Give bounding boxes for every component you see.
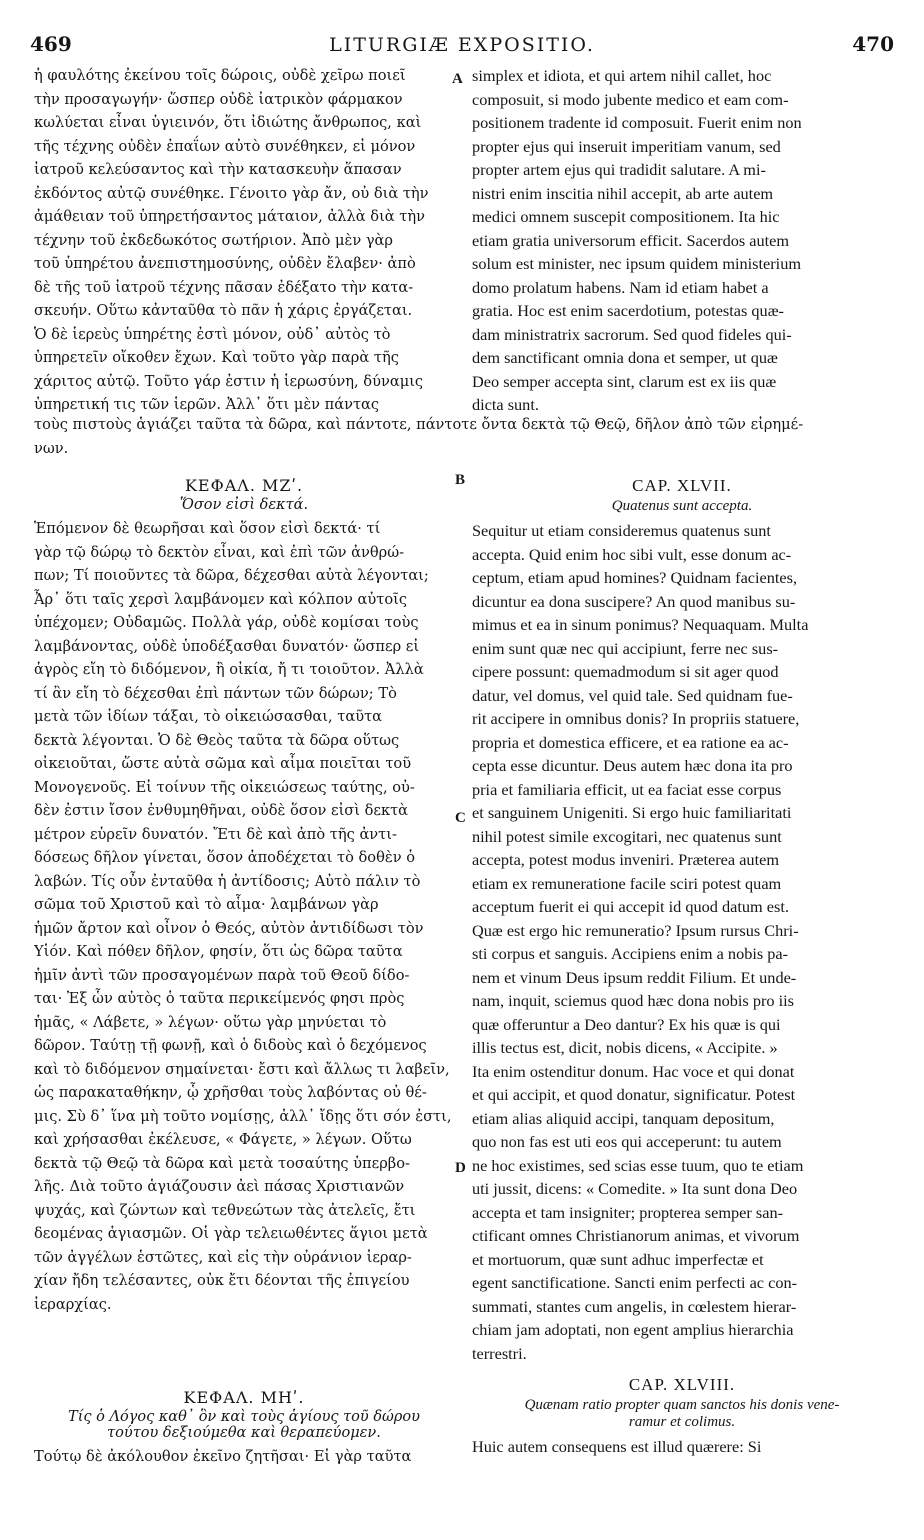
text-line: Quæ est ergo hic remuneratio? Ipsum rursus Chri- [472, 920, 799, 940]
text-line: cipere possunt: quemadmodum si sit ager quod [472, 662, 779, 681]
text-line: ctificant omnes Christianorum animas, et vivorum [472, 1226, 800, 1245]
greek-chapter-47-heading: ΚΕΦΑΛ. ΜΖʹ. [184, 476, 304, 495]
text-line: δεκτὰ τῷ Θεῷ τὰ δῶρα καὶ μετὰ τοσαύτης ὑπερβο- [34, 1154, 410, 1172]
text-line: τῶν ἀγγέλων ἑστῶτες, καὶ εἰς τὴν οὐράνιον ἱεραρ- [34, 1248, 412, 1266]
text-line: terrestri. [472, 1343, 527, 1363]
text-line: illis tectus est, dicit, nobis dicens, « Accipite. » [472, 1038, 778, 1057]
greek-chapter-47-body [34, 517, 454, 1316]
text-line: domo prolatum habens. Nam id etiam habet a [472, 277, 769, 297]
text-line: γὰρ τῷ δώρῳ τὸ δεκτὸν εἶναι, καὶ ἐπὶ τῶν ἀνθρώ- [34, 543, 405, 561]
text-line: ται· Ἐξ ὧν αὐτὸς ὁ ταῦτα περικείμενός φησι πρὸς [34, 990, 405, 1007]
text-line: positionem tradente id composuit. Fuerit enim non [472, 113, 802, 132]
text-line: ἀγρὸς εἴη τὸ διδόμενον, ἢ οἰκία, ἤ τι τοιοῦτον. Ἀλλὰ [34, 661, 424, 678]
text-line: sti corpus et sanguis. Accipiens enim a nobis pa- [472, 944, 789, 963]
text-line: τί ἂν εἴη τὸ δέχεσθαι ἐπὶ πάντων τῶν δώρων; Τὸ [34, 684, 397, 702]
text-line: τοῦ ὑπηρέτου ἀνεπιστημοσύνης, οὐδὲν ἔλαβεν· ἀπὸ [34, 255, 416, 272]
text-line: etiam ex remuneratione facile sciri potest quam [472, 873, 782, 893]
text-line: ἐκδόντος αὐτῷ συνέθηκε. Γένοιτο γὰρ ἄν, οὐ διὰ τὴν [34, 184, 429, 202]
text-line: accepta et tam insigniter; propterea semper san- [472, 1202, 784, 1222]
text-line: ἡμῖν ἀντὶ τῶν προσαγομένων παρὰ τοῦ Θεοῦ δίδο- [34, 966, 410, 984]
text-line: dicuntur ea dona suscipere? An quod manibus su- [472, 591, 796, 611]
text-line: etiam alias aliquid accipi, tanquam depositum, [472, 1108, 775, 1128]
text-line: οἰκειοῦται, ὥστε αὐτὰ σῶμα καὶ αἷμα ποιεῖται τοῦ [34, 755, 412, 772]
text-line: quo non fas est uti eos qui acceperunt: tu autem [472, 1132, 782, 1151]
latin-chapter-47-heading: CAP. XLVII. [632, 476, 732, 495]
text-line: composuit, si modo jubente medico et eam com- [472, 89, 789, 109]
text-line: δεκτὰ λέγονται. Ὁ δὲ Θεὸς ταῦτα τὰ δῶρα οὕτως [34, 731, 400, 749]
spanning-text [34, 413, 894, 460]
text-line: δῶρον. Ταύτῃ τῇ φωνῇ, καὶ ὁ διδοὺς καὶ ὁ δεχόμενος [34, 1037, 427, 1054]
text-line: uti jussit, dicens: « Comedite. » Ita sunt dona Deo [472, 1179, 798, 1198]
greek-chapter-48-body [34, 1445, 454, 1469]
page-number-right: 470 [852, 32, 894, 56]
text-line: Deo semper accepta sint, clarum est ex iis quæ [472, 371, 777, 391]
greek-chapter-48-heading: ΚΕΦΑΛ. ΜΗʹ. [183, 1388, 305, 1407]
text-line: Ita enim ostenditur donum. Hac voce et qui donat [472, 1061, 795, 1081]
latin-column-top [472, 64, 892, 417]
latin-chapter-47-subtitle: Quatenus sunt accepta. [611, 498, 753, 514]
greek-chapter-48-subtitle-1: Τίς ὁ Λόγος καθ᾽ ὃν καὶ τοὺς ἁγίους τοῦ δώρου [68, 1409, 420, 1425]
latin-chapter-48-heading: CAP. XLVIII. [628, 1375, 736, 1394]
text-line: datur, vel domus, vel quid tale. Sed quidnam fue- [472, 685, 793, 705]
text-line: medici omnem suscepit compositionem. Ita hic [472, 207, 780, 226]
text-line: nem et vinum Deus ipsum reddit Filium. Et unde- [472, 967, 797, 987]
text-line: λαβών. Τίς οὖν ἐνταῦθα ἡ ἀντίδοσις; Αὐτὸ πάλιν τὸ [34, 872, 421, 890]
margin-letter-a: A [452, 71, 463, 87]
text-line: ὑπέχομεν; Οὐδαμῶς. Πολλὰ γάρ, οὐδὲ κομίσαι τοὺς [34, 614, 419, 631]
text-line: ἱεραρχίας. [34, 1295, 112, 1313]
latin-chapter-47-body [472, 519, 892, 1365]
text-line: quæ offeruntur a Deo dantur? Ex his quæ is qui [472, 1014, 781, 1034]
text-line: σκευήν. Οὕτω κἀνταῦθα τὸ πᾶν ἡ χάρις ἐργάζεται. [34, 302, 413, 319]
text-line: χάριτος αὐτῷ. Τοῦτο γάρ ἐστιν ἡ ἱερωσύνη, δύναμις [34, 372, 424, 390]
text-line: λῆς. Διὰ τοῦτο ἁγιάζουσιν ἀεὶ πάσας Χριστιανῶν [34, 1178, 405, 1195]
latin-chapter-48-subtitle-2: ramur et colimus. [628, 1414, 736, 1430]
text-line: δὲν ἐστιν ἴσον ἐνθυμηθῆναι, οὐδὲ ὅσον εἰσὶ δεκτὰ [34, 802, 409, 819]
text-line: τὴν προσαγωγήν· ὥσπερ οὐδὲ ἰατρικὸν φάρμακον [34, 90, 403, 108]
text-line: ὑπηρετεῖν οἴκοθεν ἔχων. Καὶ τοῦτο γὰρ παρὰ τῆς [34, 349, 399, 366]
text-line: chiam jam adoptati, non egent amplius hierarchia [472, 1320, 794, 1339]
text-line: Ὁ δὲ ἱερεὺς ὑπηρέτης ἐστὶ μόνον, οὐδ᾽ αὐτὸς τὸ [34, 325, 391, 343]
text-line: καὶ χρήσασθαι ἐκέλευσε, « Φάγετε, » λέγων. Οὕτω [34, 1131, 412, 1148]
text-line: dicta sunt. [472, 395, 539, 414]
latin-chapter-48-subtitle-1: Quænam ratio propter quam sanctos his donis vene- [524, 1397, 840, 1413]
text-line: Τούτῳ δὲ ἀκόλουθον ἐκεῖνο ζητῆσαι· Εἰ γὰρ ταῦτα [34, 1448, 412, 1465]
margin-letter-c: C [455, 810, 466, 826]
text-line: μις. Σὺ δ᾽ ἵνα μὴ τοῦτο νομίσῃς, ἀλλ᾽ ἴδῃς ὅτι σόν ἐστι, [34, 1107, 452, 1125]
text-line: summati, stantes cum angelis, in cœlestem hierar- [472, 1296, 797, 1316]
text-line: σῶμα τοῦ Χριστοῦ καὶ τὸ αἷμα· λαμβάνων γὰρ [34, 896, 379, 913]
text-line: δεομένας ἁγιασμῶν. Οἱ γὰρ τελειωθέντες ἅγιοι μετὰ [34, 1225, 428, 1242]
text-line: ἡμῶν ἄρτον καὶ οἶνον ὁ Θεός, αὐτὸν ἀντιδίδωσι τὸν [34, 919, 424, 937]
text-line: ψυχάς, καὶ ζώντων καὶ τεθνεώτων τὰς ἀτελεῖς, ἔτι [34, 1201, 416, 1219]
text-line: nistri enim inscitia nihil accepit, ab arte autem [472, 183, 774, 203]
text-line: Sequitur ut etiam consideremus quatenus sunt [472, 521, 771, 540]
text-line: Μονογενοῦς. Εἰ τοίνυν τῆς οἰκειώσεως ταύτης, οὐ- [34, 778, 415, 796]
text-line: ne hoc existimes, sed scias esse tuum, quo te etiam [472, 1155, 804, 1175]
text-line: Ἆρ᾽ ὅτι ταῖς χερσὶ λαμβάνομεν καὶ κόλπον αὐτοῖς [34, 590, 408, 608]
text-line: δὲ τῆς τοῦ ἰατροῦ τέχνης πᾶσαν ἐδέξατο τὴν κατα- [34, 278, 414, 296]
text-line: propria et domestica efficere, et ea ratione ea ac- [472, 732, 789, 752]
latin-column-bottom [472, 466, 892, 1459]
margin-letter-d: D [455, 1160, 466, 1176]
page-number-left: 469 [30, 32, 72, 56]
text-line: mimus et ea in sinum ponimus? Nequaquam. Multa [472, 615, 809, 634]
greek-chapter-47-subtitle: Ὅσον εἰσὶ δεκτά. [179, 497, 309, 513]
text-line: nam, inquit, sciemus quod hæc dona nobis pro iis [472, 991, 794, 1010]
text-line: propter ejus qui inseruit imperitiam vanum, sed [472, 136, 781, 156]
text-line: dem sanctificant omnia dona et semper, ut quæ [472, 348, 778, 367]
text-line: et mortuorum, quæ sunt adhuc imperfectæ et [472, 1249, 764, 1269]
text-line: νων. [34, 439, 69, 457]
text-line: dam ministratrix sacrorum. Sed quod fideles qui- [472, 324, 792, 344]
text-line: Ἑπόμενον δὲ θεωρῆσαι καὶ ὅσον εἰσὶ δεκτά· τί [34, 520, 381, 537]
text-line: nihil potest simile excogitari, nec quatenus sunt [472, 826, 782, 846]
greek-column-bottom [34, 466, 454, 1469]
text-line: πων; Τί ποιοῦντες τὰ δῶρα, δέχεσθαι αὐτὰ λέγονται; [34, 567, 429, 584]
text-line: rit accipere in omnibus donis? In propriis statuere, [472, 709, 800, 728]
text-line: et qui accipit, et quod donatur, significatur. Potest [472, 1085, 796, 1104]
text-line: acceptum fuerit ei qui accepit id quod datum est. [472, 897, 789, 916]
text-line: cepta esse dicuntur. Deus autem hæc dona ita pro [472, 756, 793, 775]
text-line: simplex et idiota, et qui artem nihil callet, hoc [472, 66, 772, 85]
text-line: accepta. Quid enim hoc sibi vult, esse donum ac- [472, 544, 792, 564]
text-line: τῆς τέχνης οὐδὲν ἐπαΐων αὐτὸ συνέθηκεν, εἰ μόνον [34, 137, 416, 155]
text-line: enim sunt quæ nec qui accipiunt, ferre nec sus- [472, 638, 779, 658]
greek-column-top [34, 64, 454, 417]
text-line: τοὺς πιστοὺς ἁγιάζει ταῦτα τὰ δῶρα, καὶ πάντοτε, πάντοτε ὄντα δεκτὰ τῷ Θεῷ, δῆλον ἀπὸ τῶν εἰρημέ- [34, 416, 804, 433]
text-line: propter artem ejus qui tradidit salutare. A mi- [472, 160, 766, 179]
text-line: μετὰ τῶν ἰδίων τάξαι, τὸ οἰκειώσασθαι, ταῦτα [34, 708, 383, 725]
text-line: κωλύεται εἶναι ὑγιεινόν, ὅτι ἰδιώτης ἄνθρωπος, καὶ [34, 114, 422, 131]
text-line: λαμβάνοντας, οὐδὲ ὑποδέξασθαι δυνατόν· ὥσπερ εἰ [34, 637, 420, 655]
margin-letter-b: B [455, 472, 466, 488]
text-line: solum est minister, nec ipsum quidem ministerium [472, 254, 802, 273]
text-line: χίαν ἤδη τελέσαντες, οὐκ ἔτι δέονται τῆς ἐπιγείου [34, 1272, 410, 1289]
text-line: ceptum, etiam apud homines? Quidnam facientes, [472, 568, 798, 587]
text-line: et sanguinem Unigeniti. Si ergo huic familiaritati [472, 803, 792, 822]
latin-chapter-48-body [472, 1435, 892, 1459]
text-line: gratia. Hoc est enim sacerdotium, potestas quæ- [472, 301, 784, 320]
text-line: ἡμᾶς, « Λάβετε, » λέγων· οὕτω γὰρ μηνύεται τὸ [34, 1013, 387, 1031]
text-line: pria et familiaria efficit, ut ea faciat esse corpus [472, 779, 782, 799]
text-line: egent sanctificatione. Sancti enim perfecti ac con- [472, 1273, 798, 1292]
text-line: μέτρον εὑρεῖν δυνατόν. Ἔτι δὲ καὶ ἀπὸ τῆς ἀντι- [34, 825, 397, 843]
greek-chapter-48-subtitle-2: τούτου δεξιούμεθα καὶ θεραπεύομεν. [107, 1425, 381, 1441]
text-line: καὶ τὸ διδόμενον σημαίνεται· ἔστι καὶ ἄλλως τι λαβεῖν, [34, 1060, 450, 1078]
text-line: ἰατροῦ κελεύσαντος καὶ τὴν κατασκευὴν ἅπασαν [34, 161, 402, 178]
text-line: δόσεως δῆλον γίνεται, ὅσον ἀποδέχεται τὸ δοθὲν ὁ [34, 849, 415, 866]
page-header [30, 32, 894, 58]
text-line: Huic autem consequens est illud quærere: Si [472, 1437, 762, 1456]
text-line: accepta, potest modus inveniri. Præterea autem [472, 850, 779, 869]
text-line: etiam gratia universorum efficit. Sacerdos autem [472, 230, 790, 250]
text-line: ὑπηρετική τις τῶν ἱερῶν. Ἀλλ᾽ ὅτι μὲν πάντας [34, 396, 380, 413]
text-line: ἀμάθειαν τοῦ ὑπηρετήσαντος μάταιον, ἀλλὰ διὰ τὴν [34, 208, 425, 225]
text-line: ἡ φαυλότης ἐκείνου τοῖς δώροις, οὐδὲ χεῖρω ποιεῖ [34, 67, 406, 84]
running-title: LITURGIÆ EXPOSITIO. [329, 34, 595, 56]
text-line: ὡς παρακαταθήκην, ᾧ χρῆσθαι τοὺς λαβόντας οὐ θέ- [34, 1084, 427, 1101]
text-line: τέχνην τοῦ ἐκδεδωκότος σωτήριον. Ἀπὸ μὲν γὰρ [34, 231, 393, 249]
text-line: Υἱόν. Καὶ πόθεν δῆλον, φησίν, ὅτι ὡς δῶρα ταῦτα [34, 943, 403, 960]
